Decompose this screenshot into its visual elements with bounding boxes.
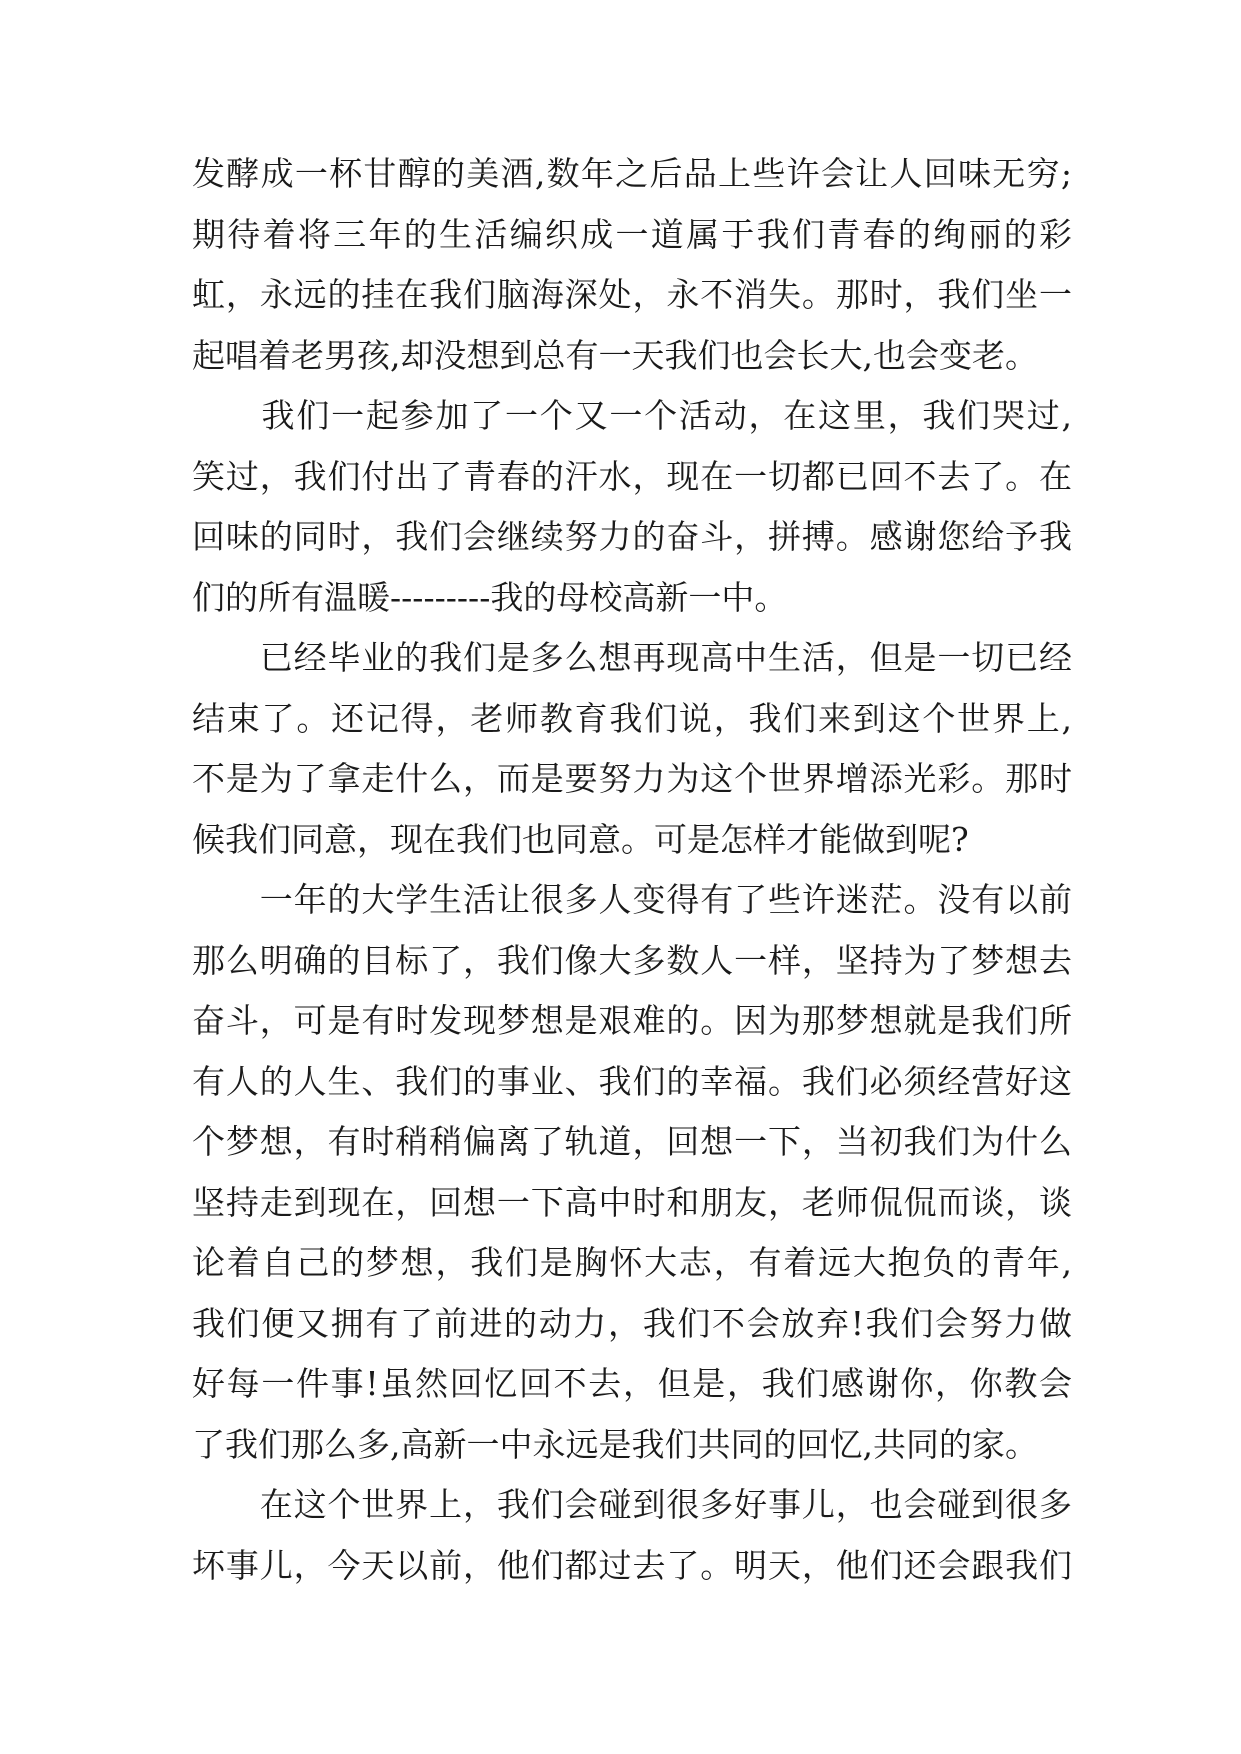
text-line: 好每一件事!虽然回忆回不去，但是，我们感谢你，你教会	[192, 1364, 1072, 1403]
text-line: 已经毕业的我们是多么想再现高中生活，但是一切已经	[192, 638, 1072, 677]
text-line: 那么明确的目标了，我们像大多数人一样，坚持为了梦想去	[192, 940, 1072, 980]
text-line: 个梦想，有时稍稍偏离了轨道，回想一下，当初我们为什么	[192, 1122, 1072, 1161]
text-line: 候我们同意，现在我们也同意。可是怎样才能做到呢?	[192, 819, 969, 859]
text-line: 我们便又拥有了前进的动力，我们不会放弃!我们会努力做	[192, 1303, 1072, 1343]
text-line: 结束了。还记得，老师教育我们说，我们来到这个世界上,	[192, 698, 1072, 738]
text-line: 们的所有温暖---------我的母校高新一中。	[192, 577, 788, 617]
text-line: 坏事儿，今天以前，他们都过去了。明天，他们还会跟我们	[192, 1545, 1072, 1585]
text-line: 坚持走到现在，回想一下高中时和朋友，老师侃侃而谈，谈	[192, 1182, 1072, 1222]
text-line: 我们一起参加了一个又一个活动，在这里，我们哭过,	[192, 396, 1072, 435]
body-text	[192, 144, 1072, 1596]
text-line: 在这个世界上，我们会碰到很多好事儿，也会碰到很多	[192, 1485, 1072, 1524]
text-line: 期待着将三年的生活编织成一道属于我们青春的绚丽的彩	[192, 214, 1072, 254]
text-line: 虹，永远的挂在我们脑海深处，永不消失。那时，我们坐一	[192, 275, 1072, 314]
text-line: 回味的同时，我们会继续努力的奋斗，拼搏。感谢您给予我	[192, 517, 1072, 556]
text-line: 了我们那么多,高新一中永远是我们共同的回忆,共同的家。	[192, 1424, 1038, 1464]
text-line: 论着自己的梦想，我们是胸怀大志，有着远大抱负的青年,	[192, 1243, 1072, 1282]
text-line: 不是为了拿走什么，而是要努力为这个世界增添光彩。那时	[192, 759, 1072, 798]
text-line: 有人的人生、我们的事业、我们的幸福。我们必须经营好这	[192, 1061, 1072, 1101]
text-line: 发酵成一杯甘醇的美酒,数年之后品上些许会让人回味无穷;	[192, 154, 1072, 193]
text-line: 奋斗，可是有时发现梦想是艰难的。因为那梦想就是我们所	[192, 1001, 1072, 1040]
text-line: 笑过，我们付出了青春的汗水，现在一切都已回不去了。在	[192, 456, 1072, 496]
text-line: 一年的大学生活让很多人变得有了些许迷茫。没有以前	[192, 880, 1072, 919]
text-line: 起唱着老男孩,却没想到总有一天我们也会长大,也会变老。	[192, 335, 1038, 375]
